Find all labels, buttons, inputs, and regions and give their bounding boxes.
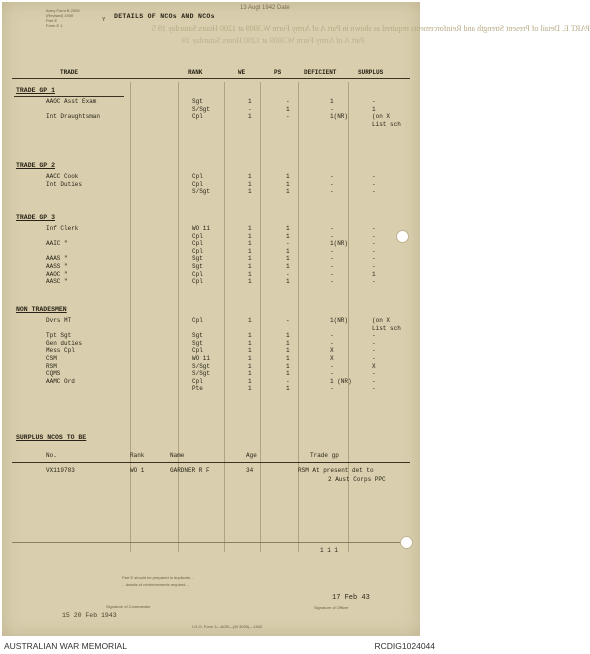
cell-ps: 1 [286, 232, 290, 240]
cell-sur: - [372, 180, 376, 188]
cell-we: 1 [248, 113, 252, 121]
surplus-row [2, 467, 420, 475]
cell-we: 1 [248, 270, 252, 278]
cell-we: 1 [248, 377, 252, 385]
cell-trade: CQMS [46, 370, 61, 378]
section-underline [14, 96, 124, 97]
cell-def: 1(NR) [330, 317, 349, 324]
faint-printed-text-2: Part A of Army Form W.3009 at 1200 Hours Saturday 19 [182, 36, 365, 45]
cell-trade: RSM [46, 362, 57, 370]
cell-rank: Sgt [192, 98, 203, 105]
cell-we: 1 [248, 370, 252, 378]
cell-def: - [330, 385, 334, 393]
form-date: 13 Augt 1942 Date [240, 5, 290, 11]
cell-we: 1 [248, 255, 252, 263]
cell-we: 1 [248, 247, 252, 255]
cell-rank: Cpl [192, 247, 203, 255]
cell-ps: 1 [286, 370, 290, 378]
cell-we: 1 [248, 98, 252, 105]
cell-def: - [330, 278, 334, 286]
cell-sur: - [372, 370, 376, 378]
cell-rank: Cpl [192, 278, 203, 286]
cell-sur: - [372, 247, 376, 255]
cell-sur: - [372, 188, 376, 196]
surplus-col-rank: Rank [130, 452, 145, 459]
cell-sur: - [372, 225, 376, 232]
cell-rank: S/Sgt [192, 362, 211, 370]
surplus-col-trade: Trade gp [310, 452, 339, 459]
commander-signature-label: Signature of Commander [106, 604, 151, 609]
cell-trade: Gen duties [46, 339, 83, 347]
cell-we: 1 [248, 240, 252, 248]
surplus-rank: WO 1 [130, 467, 145, 474]
officer-signature-label: Signature of Officer [314, 605, 349, 610]
receipt-stamp: 15 20 Feb 1943 [62, 612, 117, 619]
cell-sur: 1 [372, 105, 376, 113]
cell-ps: 1 [286, 105, 290, 113]
cell-rank: Cpl [192, 173, 203, 180]
surplus-col-age: Age [246, 452, 257, 459]
header-rule [12, 78, 410, 79]
document-page [2, 2, 590, 636]
cell-ps: 1 [286, 347, 290, 355]
cell-ps: 1 [286, 180, 290, 188]
cell-rank: Cpl [192, 232, 203, 240]
cell-def: - [330, 232, 334, 240]
faint-printed-text: PART E. Detail of Present Strength and Reinforcements required as shown in Part A of Army Form W.3009 at 1200 Hours Saturday 19 5 [152, 24, 590, 33]
cell-rank: Cpl [192, 377, 203, 385]
cell-ps: 1 [286, 385, 290, 393]
cell-ps: - [286, 113, 290, 121]
cell-rank: WO 11 [192, 355, 211, 362]
form-header-left: Army Form B 2009 (Revised) 1939 Part E Form E 1 [46, 8, 80, 28]
cell-rank: Cpl [192, 113, 203, 121]
cell-def: - [330, 270, 334, 278]
cell-trade: AAOC " [46, 270, 68, 278]
cell-def: 1 (NR) [330, 377, 352, 385]
cell-trade: AASC " [46, 278, 68, 286]
cell-def: - [330, 173, 334, 180]
footer-date: 17 Feb 43 [332, 594, 370, 602]
cell-sur: - [372, 278, 376, 286]
cell-we: 1 [248, 188, 252, 196]
cell-trade: AASS " [46, 263, 68, 270]
cell-def: - [330, 180, 334, 188]
cell-ps: 1 [286, 278, 290, 286]
cell-def: - [330, 247, 334, 255]
cell-we: 1 [248, 347, 252, 355]
cell-ps: 1 [286, 332, 290, 340]
cell-sur: - [372, 332, 376, 340]
cell-def: 1(NR) [330, 240, 349, 248]
surplus-col-name: Name [170, 452, 185, 459]
cell-rank: Sgt [192, 332, 203, 340]
cell-trade: CSM [46, 355, 57, 362]
cell-sur: - [372, 347, 376, 355]
cell-we: 1 [248, 173, 252, 180]
cell-sur: (on X [372, 113, 391, 121]
cell-rank: Cpl [192, 317, 203, 324]
cell-def: - [330, 188, 334, 196]
cell-ps: 1 [286, 247, 290, 255]
cell-we: 1 [248, 317, 252, 324]
section-title: NON TRADESMEN [16, 306, 67, 313]
cell-rank: S/Sgt [192, 188, 211, 196]
footer-stamp-row [2, 612, 420, 620]
cell-we: 1 [248, 225, 252, 232]
cell-rank: WO 11 [192, 225, 211, 232]
cell-sur: - [372, 232, 376, 240]
cell-ps: - [286, 270, 290, 278]
cell-we: 1 [248, 362, 252, 370]
surplus-section-title: SURPLUS NCOS TO BE [16, 434, 87, 441]
cell-ps: 1 [286, 339, 290, 347]
surplus-header-row [2, 452, 420, 460]
table-row [2, 188, 420, 196]
col-surplus: SURPLUS [358, 69, 384, 76]
cell-sur: 1 [372, 270, 376, 278]
cell-rank: Cpl [192, 180, 203, 188]
table-row [2, 278, 420, 286]
printed-instructions-2: …details of reinforcements required… [122, 582, 190, 587]
cell-def: - [330, 332, 334, 340]
cell-ps: 1 [286, 362, 290, 370]
col-ps: PS [274, 69, 282, 76]
cell-we: - [248, 105, 252, 113]
table-row [2, 385, 420, 393]
surplus-row-extra [2, 476, 420, 484]
totals-row [2, 547, 420, 555]
cell-we: 1 [248, 339, 252, 347]
cell-def: - [330, 339, 334, 347]
cell-def: X [330, 355, 334, 362]
cell-def: - [330, 263, 334, 270]
cell-ps: - [286, 98, 290, 105]
cell-sur: - [372, 339, 376, 347]
cell-we: 1 [248, 180, 252, 188]
cell-ps: 1 [286, 188, 290, 196]
cell-we: 1 [248, 332, 252, 340]
cell-rank: Pte [192, 385, 203, 393]
cell-trade: AAOC Asst Exam [46, 98, 97, 105]
cell-trade: Tpt Sgt [46, 332, 72, 340]
cell-ps: 1 [286, 225, 290, 232]
cell-def: - [330, 105, 334, 113]
surplus-no: VX119783 [46, 467, 75, 474]
form-code: I.G.O. Form 3—AGB—(W 3009)—1942 [192, 624, 263, 629]
col-rank: RANK [188, 69, 203, 76]
col-we: WE [238, 69, 246, 76]
cell-ps: - [286, 317, 290, 324]
cell-ps: 1 [286, 255, 290, 263]
cell-sur: List sch [372, 120, 401, 128]
col-trade: TRADE [60, 69, 79, 76]
col-deficient: DEFICIENT [304, 69, 337, 76]
cell-sur: - [372, 263, 376, 270]
cell-trade: Int Draughtsman [46, 113, 101, 121]
surplus-name: GARDNER R F [170, 467, 210, 474]
punch-hole [400, 536, 413, 549]
cell-ps: 1 [286, 355, 290, 362]
cell-rank: Cpl [192, 270, 203, 278]
cell-we: 1 [248, 278, 252, 286]
section-title: TRADE GP 3 [16, 214, 56, 221]
cell-trade: AAMC Ord [46, 377, 75, 385]
surplus-col-no: No. [46, 452, 57, 459]
cell-rank: Cpl [192, 240, 203, 248]
cell-ps: - [286, 240, 290, 248]
form-header-y: Y [102, 17, 106, 23]
footer-date-row [2, 594, 420, 602]
cell-rank: S/Sgt [192, 105, 211, 113]
cell-trade: Int Duties [46, 180, 83, 188]
cell-sur: - [372, 385, 376, 393]
cell-sur: - [372, 173, 376, 180]
cell-rank: Sgt [192, 255, 203, 263]
printed-instructions: Part E should be prepared in duplicate… [122, 575, 195, 580]
cell-sur: - [372, 255, 376, 263]
totals-rule [12, 542, 410, 543]
cell-def: - [330, 362, 334, 370]
cell-rank: Sgt [192, 263, 203, 270]
cell-we: 1 [248, 355, 252, 362]
cell-rank: Sgt [192, 339, 203, 347]
cell-def: 1 [330, 98, 334, 105]
cell-ps: 1 [286, 263, 290, 270]
cell-trade: AACC Cook [46, 173, 79, 180]
cell-def: - [330, 225, 334, 232]
caption-id: RCDIG1024044 [374, 641, 435, 651]
cell-trade: Inf Clerk [46, 225, 79, 232]
cell-def: X [330, 347, 334, 355]
cell-ps: - [286, 377, 290, 385]
cell-we: 1 [248, 232, 252, 240]
cell-sur: - [372, 355, 376, 362]
surplus-age: 34 [246, 467, 254, 474]
cell-trade: AAAS " [46, 255, 68, 263]
cell-we: 1 [248, 385, 252, 393]
cell-sur: - [372, 98, 376, 105]
caption-source: AUSTRALIAN WAR MEMORIAL [4, 641, 127, 651]
page-title: DETAILS OF NCOs AND NCOs [114, 13, 215, 20]
surplus-extra: 2 Aust Corps PPC [328, 476, 386, 483]
cell-trade: Dvrs MT [46, 317, 72, 324]
cell-def: 1(NR) [330, 113, 349, 121]
cell-rank: Cpl [192, 347, 203, 355]
cell-def: - [330, 255, 334, 263]
cell-sur: X [372, 362, 376, 370]
cell-trade: Mess Cpl [46, 347, 75, 355]
section-title: TRADE GP 2 [16, 162, 56, 169]
surplus-trade: RSM At present det to [298, 467, 374, 474]
cell-rank: S/Sgt [192, 370, 211, 378]
totals-values: 1 1 1 [320, 547, 339, 554]
archive-caption [0, 638, 439, 654]
surplus-rule [12, 462, 410, 463]
cell-sur: - [372, 377, 376, 385]
cell-sur: - [372, 240, 376, 248]
cell-ps: 1 [286, 173, 290, 180]
table-row [2, 121, 420, 129]
cell-def: - [330, 370, 334, 378]
cell-we: 1 [248, 263, 252, 270]
cell-sur: (on X [372, 317, 391, 324]
cell-trade: AAIC " [46, 240, 68, 248]
section-title: TRADE GP 1 [16, 87, 56, 94]
cell-sur: List sch [372, 324, 401, 332]
